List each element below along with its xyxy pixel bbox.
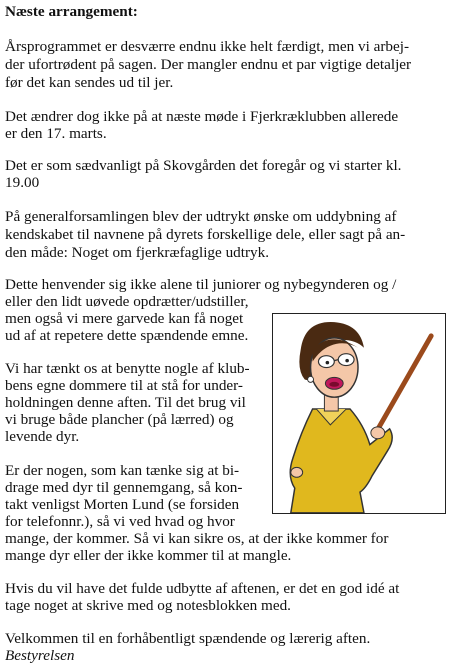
- paragraph-2-line-1: Det ændrer dog ikke på at næste møde i Fjerkræklubben allerede: [5, 108, 399, 125]
- paragraph-2-line-2: er den 17. marts.: [5, 125, 107, 142]
- teacher-with-pointer-icon: [273, 314, 445, 513]
- paragraph-5-line-3: men også vi mere garvede kan få noget: [5, 310, 244, 327]
- paragraph-3-line-2: 19.00: [5, 174, 40, 191]
- paragraph-6-line-1: Vi har tænkt os at benytte nogle af klub-: [5, 360, 250, 377]
- paragraph-8-line-1: Hvis du vil have det fulde udbytte af aftenen, er det en god idé at: [5, 580, 400, 597]
- hand: [371, 427, 385, 439]
- paragraph-6-line-4: vi bruge både plancher (på lærred) og: [5, 411, 234, 428]
- paragraph-7-line-4: for telefonnr.), så vi ved hvad og hvor: [5, 513, 235, 530]
- paragraph-7-line-2: drage med dyr til gennemgang, så kon-: [5, 479, 243, 496]
- earring: [308, 376, 314, 382]
- paragraph-4-line-3: den måde: Noget om fjerkræfaglige udtryk.: [5, 244, 270, 261]
- signature: Bestyrelsen: [5, 647, 75, 664]
- teacher-illustration: [272, 313, 446, 514]
- paragraph-4-line-2: kendskabet til navnene på dyrets forskellige dele, eller sagt på an-: [5, 226, 406, 243]
- paragraph-5-line-4: ud af at repetere dette spændende emne.: [5, 327, 249, 344]
- paragraph-6-line-5: levende dyr.: [5, 428, 80, 445]
- paragraph-1-line-3: før det kan sendes ud til jer.: [5, 74, 174, 91]
- paragraph-3-line-1: Det er som sædvanligt på Skovgården det foregår og vi starter kl.: [5, 157, 402, 174]
- paragraph-7-line-6: mange dyr eller der ikke kommer til at mangle.: [5, 547, 292, 564]
- paragraph-9-line-1: Velkommen til en forhåbentligt spændende og lærerig aften.: [5, 630, 371, 647]
- paragraph-6-line-3: holdningen denne aften. Til det brug vil: [5, 394, 246, 411]
- paragraph-5-line-1: Dette henvender sig ikke alene til juniorer og nybegynderen og /: [5, 276, 397, 293]
- dress: [290, 409, 392, 513]
- paragraph-7-line-1: Er der nogen, som kan tænke sig at bi-: [5, 462, 240, 479]
- paragraph-7-line-5: mange, der kommer. Så vi kan sikre os, at der ikke kommer for: [5, 530, 389, 547]
- hip-hand: [291, 467, 303, 477]
- heading: Næste arrangement:: [5, 3, 138, 20]
- paragraph-6-line-2: bens egne dommere til at stå for under-: [5, 377, 243, 394]
- paragraph-4-line-1: På generalforsamlingen blev der udtrykt ønske om uddybning af: [5, 208, 397, 225]
- paragraph-5-line-2: eller den lidt uøvede opdrætter/udstiller,: [5, 293, 249, 310]
- pointer-stick: [376, 336, 431, 433]
- paragraph-8-line-2: tage noget at skrive med og notesblokken med.: [5, 597, 291, 614]
- paragraph-1-line-2: der ufortrødent på sagen. Der mangler endnu et par vigtige detaljer: [5, 56, 412, 73]
- paragraph-7-line-3: takt venligst Morten Lund (se forsiden: [5, 496, 240, 513]
- paragraph-1-line-1: Årsprogrammet er desværre endnu ikke helt færdigt, men vi arbej-: [5, 38, 410, 55]
